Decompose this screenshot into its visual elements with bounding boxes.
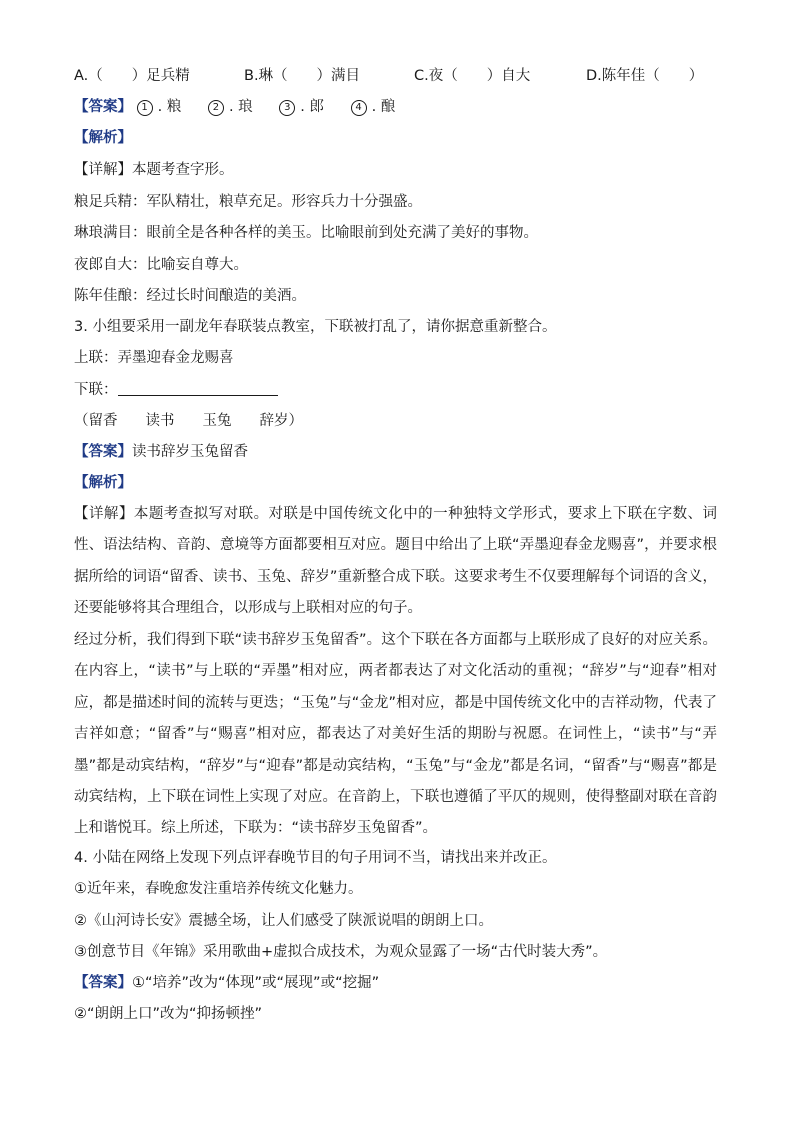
answer-text: ①“培养”改为“体现”或“展现”或“挖掘” bbox=[132, 975, 380, 991]
answer-item bbox=[208, 97, 253, 117]
option-b: B.琳（ ）满目 bbox=[244, 68, 361, 84]
answer-tag: 【答案】 bbox=[74, 99, 132, 115]
detail-tag: 【详解】 bbox=[74, 506, 134, 522]
explanation-2: 琳琅满目：眼前全是各种各样的美玉。比喻眼前到处充满了美好的事物。 bbox=[74, 225, 538, 241]
answer-row-3 bbox=[74, 442, 248, 462]
lower-couplet-label: 下联： bbox=[74, 382, 118, 398]
explanation-4: 陈年佳酿：经过长时间酿造的美酒。 bbox=[74, 288, 306, 304]
detail-line-1 bbox=[74, 160, 234, 180]
detail-text: 本题考查拟写对联。对联是中国传统文化中的一种独特文学形式，要求上下联在字数、词性、语法结构、音韵、意境等方面都要相互对应。题目中给出了上联“弄墨迎春金龙赐喜”，并要求根据所给的词语“留香、读书、玉兔、辞岁”重新整合成下联。这要求考生不仅要理解每个词语的含义，还要能够将其合理组合，以形成与上联相对应的句子。 bbox=[74, 506, 717, 617]
circled-number: 2 bbox=[208, 100, 224, 116]
analysis-tag-1: 【解析】 bbox=[74, 130, 132, 146]
word-bank bbox=[74, 411, 331, 431]
circled-number: 4 bbox=[351, 100, 367, 116]
circled-number: 3 bbox=[279, 100, 295, 116]
answer-char: . 琅 bbox=[228, 99, 253, 115]
question-4-stem: 4. 小陆在网络上发现下列点评春晚节目的句子用词不当，请找出来并改正。 bbox=[74, 850, 557, 866]
sentence-3: ③创意节目《年锦》采用歌曲+虚拟合成技术，为观众显露了一场“古代时装大秀”。 bbox=[74, 944, 608, 960]
answer-item bbox=[351, 97, 396, 117]
option-c: C.夜（ ）自大 bbox=[414, 68, 531, 84]
answer-tag: 【答案】 bbox=[74, 444, 132, 460]
answer-row-4b: ②“朗朗上口”改为“抑扬顿挫” bbox=[74, 1006, 263, 1022]
options-row bbox=[74, 66, 724, 86]
word-item: 读书 bbox=[145, 413, 175, 429]
detail-tag: 【详解】 bbox=[74, 162, 132, 178]
detail-paragraph-1 bbox=[74, 499, 717, 625]
answer-row-1 bbox=[74, 97, 417, 117]
answer-blank bbox=[118, 381, 278, 396]
detail-text: 本题考查字形。 bbox=[132, 162, 234, 178]
word-item: （留香 bbox=[74, 413, 118, 429]
circled-number: 1 bbox=[137, 100, 153, 116]
detail-paragraph-2: 经过分析，我们得到下联“读书辞岁玉兔留香”。这个下联在各方面都与上联形成了良好的对应关系。在内容上，“读书”与上联的“弄墨”相对应，两者都表达了对文化活动的重视；“辞岁”与“迎春”相对应，都是描述时间的流转与更迭；“玉兔”与“金龙”相对应，都是中国传统文化中的吉祥动物，代表了吉祥如意；“留香”与“赐喜”相对应，都表达了对美好生活的期盼与祝愿。在词性上，“读书”与“弄墨”都是动宾结构，“辞岁”与“迎春”都是动宾结构，“玉兔”与“金龙”都是名词，“留香”与“赐喜”都是动宾结构，上下联在词性上实现了对应。在音韵上，下联也遵循了平仄的规则，使得整副对联在音韵上和谐悦耳。综上所述，下联为：“读书辞岁玉兔留香”。 bbox=[74, 632, 717, 837]
answer-char: . 粮 bbox=[157, 99, 182, 115]
explanation-3: 夜郎自大：比喻妄自尊大。 bbox=[74, 257, 248, 273]
explanation-1: 粮足兵精：军队精壮，粮草充足。形容兵力十分强盛。 bbox=[74, 194, 422, 210]
answer-char: . 郎 bbox=[300, 99, 324, 115]
lower-couplet bbox=[74, 380, 278, 400]
answer-tag: 【答案】 bbox=[74, 975, 132, 991]
answer-text: 读书辞岁玉兔留香 bbox=[132, 444, 248, 460]
option-d: D.陈年佳（ ） bbox=[586, 68, 704, 84]
answer-item bbox=[279, 97, 324, 117]
upper-couplet: 上联：弄墨迎春金龙赐喜 bbox=[74, 350, 234, 366]
question-3-stem: 3. 小组要采用一副龙年春联装点教室，下联被打乱了，请你据意重新整合。 bbox=[74, 319, 557, 335]
option-a: A.（ ）足兵精 bbox=[74, 68, 190, 84]
analysis-tag-3: 【解析】 bbox=[74, 475, 132, 491]
sentence-1: ①近年来，春晚愈发注重培养传统文化魅力。 bbox=[74, 881, 363, 897]
answer-row-4 bbox=[74, 973, 379, 993]
sentence-2: ②《山河诗长安》震撼全场，让人们感受了陕派说唱的朗朗上口。 bbox=[74, 913, 493, 929]
word-item: 玉兔 bbox=[202, 413, 232, 429]
answer-char: . 酿 bbox=[371, 99, 396, 115]
word-item: 辞岁） bbox=[259, 413, 303, 429]
answer-item bbox=[137, 97, 182, 117]
